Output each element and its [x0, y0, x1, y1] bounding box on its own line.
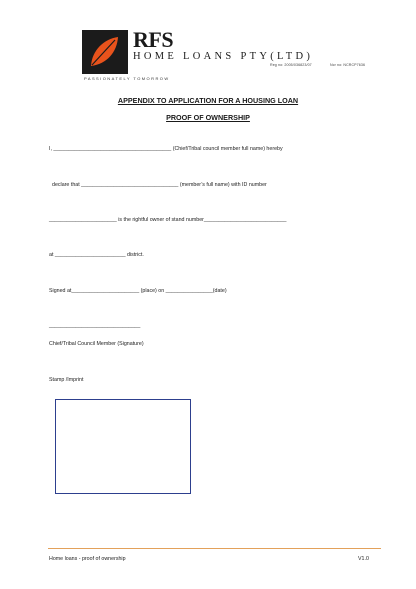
brand-name: RFS: [133, 27, 174, 52]
ncr-number: Ncr no: NCRCP7636: [330, 63, 366, 67]
footer-version: V1.0: [358, 556, 369, 562]
document-title: APPENDIX TO APPLICATION FOR A HOUSING LOAN: [117, 96, 299, 105]
stamp-label: Stamp /Imprint: [49, 377, 84, 383]
brand-subtitle: HOME LOANS PTY(LTD): [133, 51, 314, 62]
brand-slogan: PASSIONATELY TOMORROW: [84, 76, 170, 81]
stamp-box: [55, 399, 191, 494]
footer-divider: [48, 548, 381, 549]
footer-document-name: Home loans - proof of ownership: [49, 556, 126, 562]
district-line: at ________________________ district.: [49, 252, 144, 258]
rfs-logo-leaf-icon: [82, 30, 128, 74]
signed-at-line: Signed at_______________________ (place) on ________________(date): [49, 288, 227, 294]
signature-line: _______________________________: [49, 323, 141, 329]
signature-label: Chief/Tribal Council Member (Signature): [49, 341, 144, 347]
document-subtitle: PROOF OF OWNERSHIP: [166, 113, 250, 122]
member-name-line: declare that _________________________________ (member’s full name) with ID number: [52, 182, 267, 188]
stand-number-line: _______________________ is the rightful owner of stand number____________________________: [49, 217, 287, 223]
registration-number: Reg no: 2005/036823/07: [270, 63, 312, 67]
chief-name-line: I, ________________________________________ (Chief/Tribal council member full name) hereby: [49, 146, 283, 152]
